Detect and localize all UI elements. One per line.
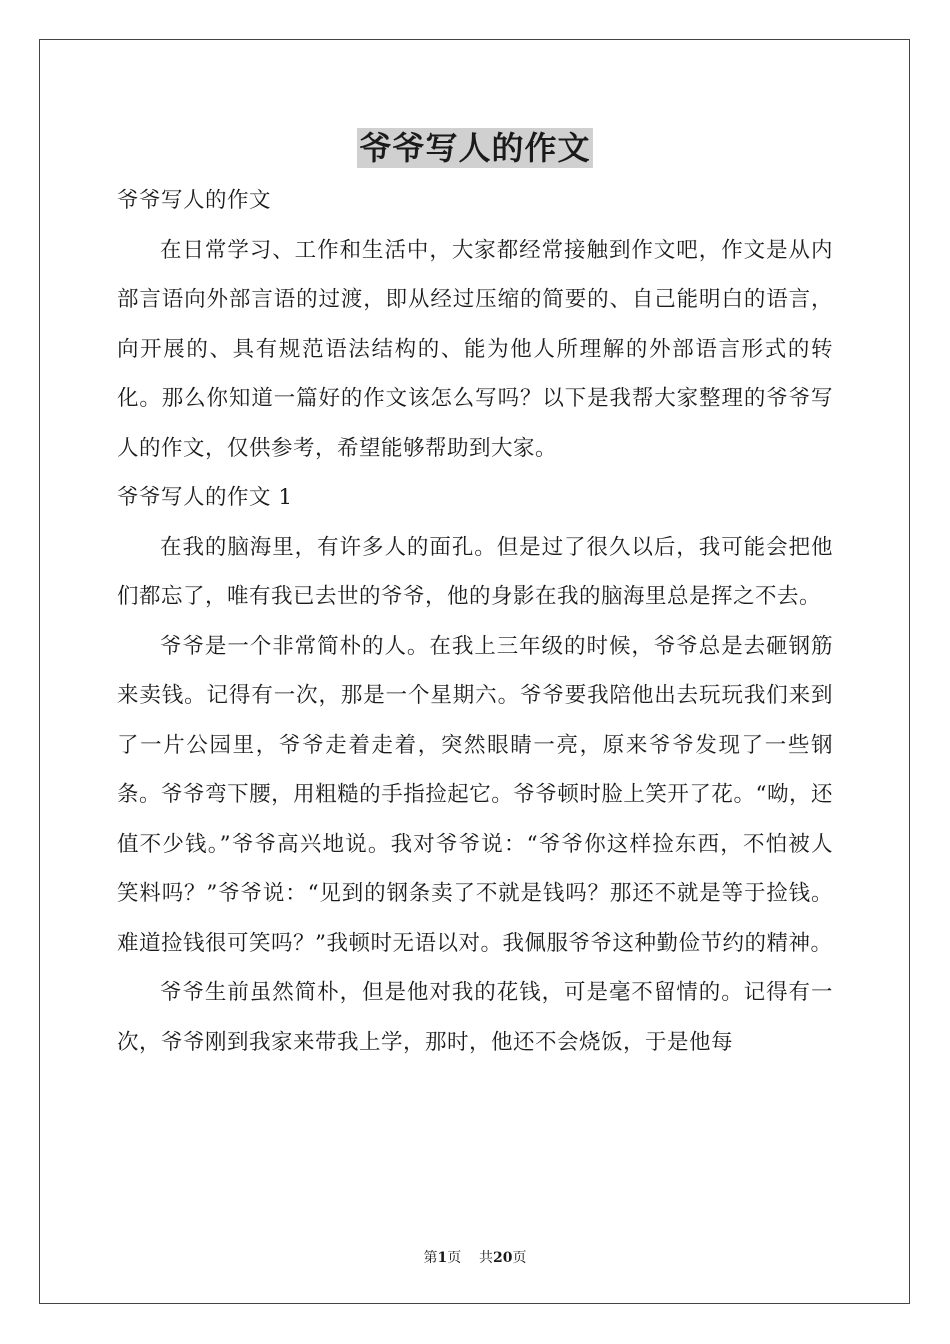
subtitle: 爷爷写人的作文 [117,188,272,213]
title-area [0,128,950,168]
intro-paragraph: 在日常学习、工作和生活中，大家都经常接触到作文吧，作文是从内部言语向外部言语的过渡，即从经过压缩的简要的、自己能明白的语言，向开展的、具有规范语法结构的、能为他人所理解的外部语言形式的转化。那么你知道一篇好的作文该怎么写吗？以下是我帮大家整理的爷爷写人的作文，仅供参考，希望能够帮助到大家。 [117,237,833,461]
document-body [117,176,833,1067]
total-prefix: 共 [479,1250,494,1266]
body-paragraph-2: 爷爷是一个非常简朴的人。在我上三年级的时候，爷爷总是去砸钢筋来卖钱。记得有一次，那是一个星期六。爷爷要我陪他出去玩玩我们来到了一片公园里，爷爷走着走着，突然眼睛一亮，原来爷爷发现了一些钢条。爷爷弯下腰，用粗糙的手指捡起它。爷爷顿时脸上笑开了花。“呦，还值不少钱。”爷爷高兴地说。我对爷爷说：“爷爷你这样捡东西，不怕被人笑料吗？”爷爷说：“见到的钢条卖了不就是钱吗？那还不就是等于捡钱。难道捡钱很可笑吗？”我顿时无语以对。我佩服爷爷这种勤俭节约的精神。 [117,633,833,956]
total-suffix: 页 [512,1250,527,1266]
page-number: 1 [437,1250,448,1266]
body-paragraph-1: 在我的脑海里，有许多人的面孔。但是过了很久以后，我可能会把他们都忘了，唯有我已去世的爷爷，他的身影在我的脑海里总是挥之不去。 [117,534,833,609]
page-prefix: 第 [423,1250,438,1266]
page-footer [0,1249,950,1267]
total-pages: 20 [493,1250,513,1266]
document-title: 爷爷写人的作文 [359,129,591,167]
page-suffix: 页 [447,1250,462,1266]
section-heading: 爷爷写人的作文 1 [117,485,293,510]
body-paragraph-3: 爷爷生前虽然简朴，但是他对我的花钱，可是毫不留情的。记得有一次，爷爷刚到我家来带我上学，那时，他还不会烧饭，于是他每 [117,980,833,1055]
